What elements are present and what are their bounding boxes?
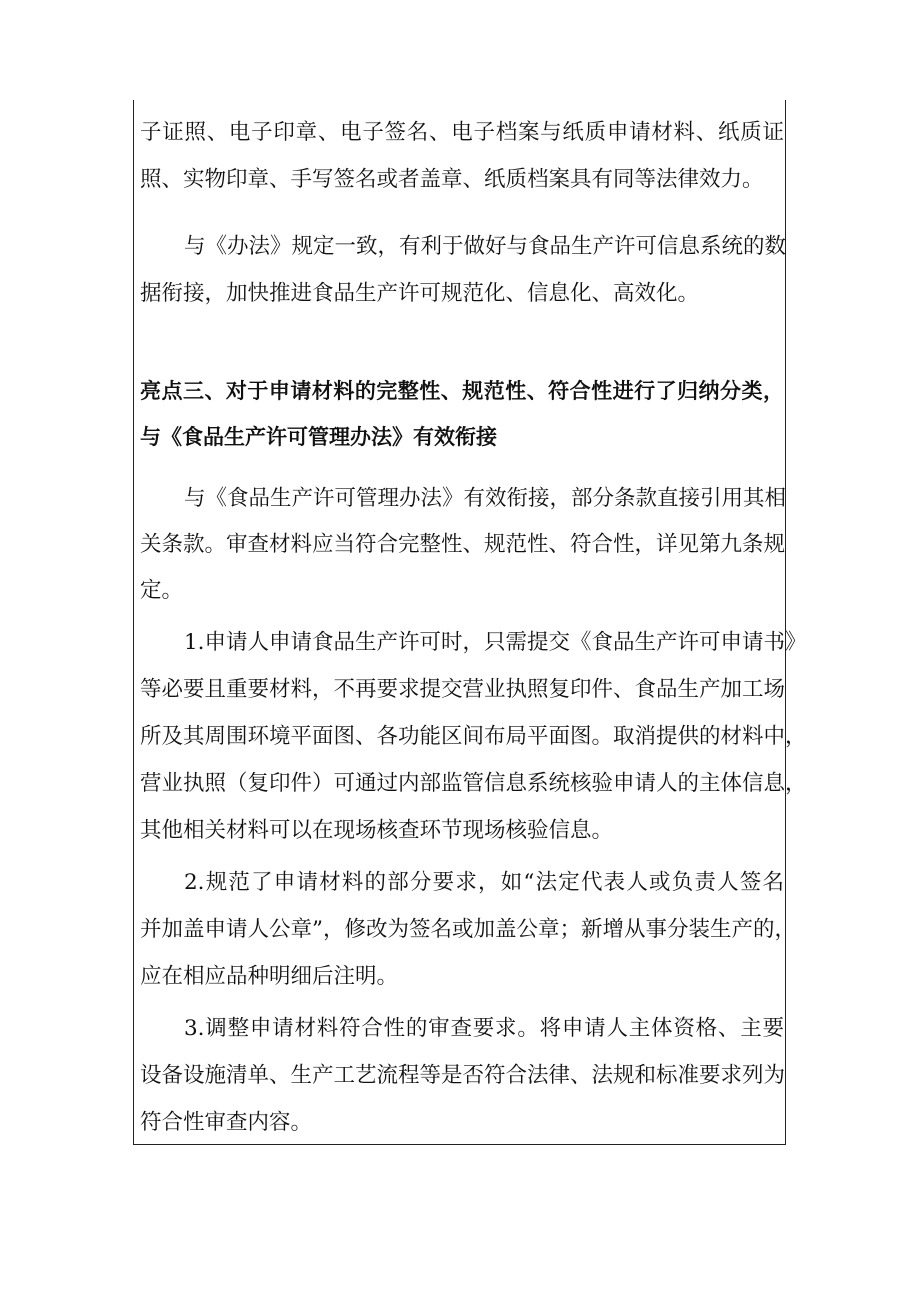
list-item-line: 符合性审查内容。	[140, 1110, 313, 1135]
list-item-line: 营业执照（复印件）可通过内部监管信息系统核验申请人的主体信息，	[140, 771, 807, 796]
paragraph-line: 定。	[140, 578, 184, 603]
paragraph-line: 关条款。审查材料应当符合完整性、规范性、符合性，详见第九条规	[140, 532, 786, 557]
list-item-line: 应在相应品种明细后注明。	[140, 964, 399, 989]
list-item-line: 并加盖申请人公章”，修改为签名或加盖公章；新增从事分装生产的，	[140, 917, 796, 942]
paragraph-line: 与《办法》规定一致，有利于做好与食品生产许可信息系统的数	[184, 234, 787, 259]
list-item-line: 设备设施清单、生产工艺流程等是否符合法律、法规和标准要求列为	[140, 1063, 786, 1088]
paragraph-line: 照、实物印章、手写签名或者盖章、纸质档案具有同等法律效力。	[140, 167, 764, 192]
list-item-line: 1.申请人申请食品生产许可时，只需提交《食品生产许可申请书》	[184, 630, 807, 655]
list-item-line: 3.调整申请材料符合性的审查要求。将申请人主体资格、主要	[184, 1016, 784, 1041]
paragraph-line: 与《食品生产许可管理办法》有效衔接，部分条款直接引用其相	[184, 486, 787, 511]
list-item-line: 其他相关材料可以在现场核查环节现场核验信息。	[140, 818, 614, 843]
section-heading: 亮点三、对于申请材料的完整性、规范性、符合性进行了归纳分类，	[140, 379, 784, 403]
list-item-line: 等必要且重要材料，不再要求提交营业执照复印件、食品生产加工场	[140, 677, 786, 702]
paragraph-line: 据衔接，加快推进食品生产许可规范化、信息化、高效化。	[140, 281, 700, 306]
section-heading: 与《食品生产许可管理办法》有效衔接	[140, 425, 497, 449]
list-item-line: 2.规范了申请材料的部分要求，如“法定代表人或负责人签名	[184, 870, 784, 895]
list-item-line: 所及其周围环境平面图、各功能区间布局平面图。取消提供的材料中，	[140, 724, 807, 749]
paragraph-line: 子证照、电子印章、电子签名、电子档案与纸质申请材料、纸质证	[140, 120, 784, 145]
